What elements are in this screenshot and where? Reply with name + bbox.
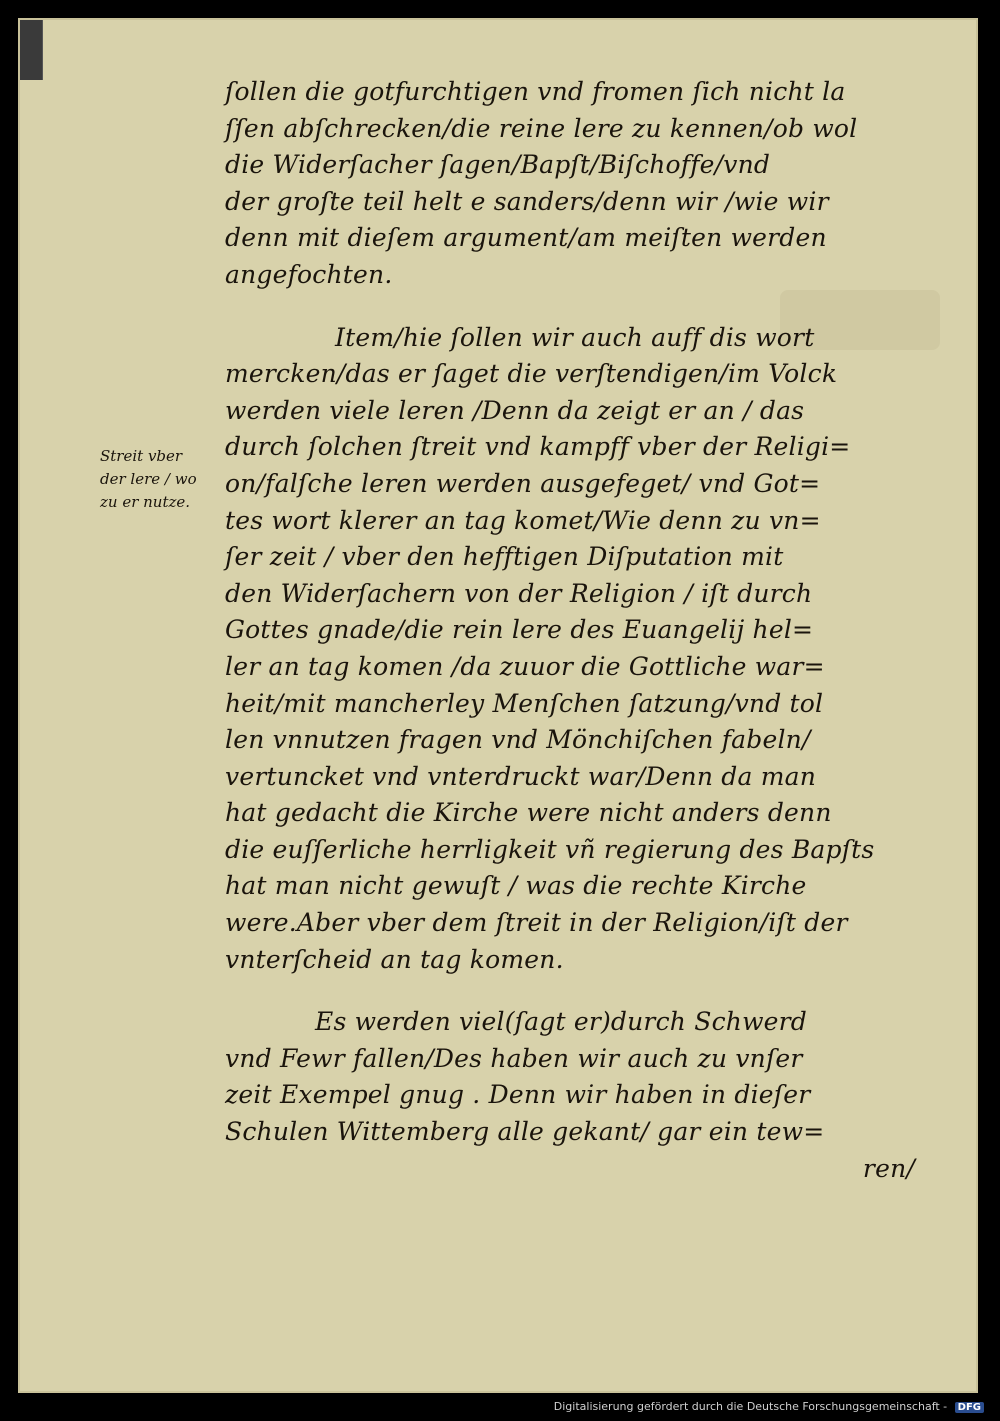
text-line: ſſen abſchrecken/die reine lere zu kennen/ob wol: [225, 113, 858, 143]
page-tab-marker: [20, 20, 43, 80]
credit-text: Digitalisierung gefördert durch die Deutsche Forschungsgemeinschaft -: [553, 1400, 948, 1413]
text-line: Schulen Wittemberg alle gekant/ gar ein tew=: [225, 1117, 825, 1147]
text-line: on/falſche leren werden ausgefeget/ vnd Got=: [225, 468, 821, 498]
text-line: die euſſerliche herrligkeit vñ regierung des Bapſts: [225, 834, 875, 864]
text-line: vnterſcheid an tag komen.: [225, 944, 564, 974]
text-line: die Widerſacher ſagen/Bapſt/Biſchoffe/vnd: [225, 150, 771, 180]
catchword: ren/: [862, 1153, 915, 1183]
marginal-line: Streit vber: [100, 447, 183, 465]
paragraph-2: [225, 320, 915, 979]
text-line: der groſte teil helt e sanders/denn wir /wie wir: [225, 186, 829, 216]
text-line: Es werden viel(ſagt er)durch Schwerd: [315, 1007, 808, 1037]
text-line: den Widerſachern von der Religion / iſt durch: [225, 578, 813, 608]
text-line: len vnnutzen fragen vnd Mönchiſchen fabeln/: [225, 725, 811, 755]
digitization-credit: [554, 1400, 984, 1413]
text-line: vnd Fewr fallen/Des haben wir auch zu vnſer: [225, 1043, 803, 1073]
text-line: ler an tag komen /da zuuor die Gottliche war=: [225, 651, 825, 681]
text-line: zeit Exempel gnug . Denn wir haben in dieſer: [225, 1080, 811, 1110]
paragraph-1: [225, 74, 915, 294]
marginal-line: der lere / wo: [100, 470, 197, 488]
text-line: denn mit dieſem argument/am meiſten werden: [225, 223, 827, 253]
text-line: heit/mit mancherley Menſchen ſatzung/vnd tol: [225, 688, 824, 718]
text-line: durch ſolchen ſtreit vnd kampff vber der Religi=: [225, 432, 851, 462]
text-line: werden viele leren /Denn da zeigt er an / das: [225, 395, 805, 425]
text-line: mercken/das er ſaget die verſtendigen/im Volck: [225, 359, 838, 389]
text-line: Item/hie ſollen wir auch auff dis wort: [335, 322, 815, 352]
text-line: were.Aber vber dem ſtreit in der Religion/iſt der: [225, 908, 848, 938]
text-line: hat gedacht die Kirche were nicht anders denn: [225, 798, 832, 828]
text-line: vertuncket vnd vnterdruckt war/Denn da man: [225, 761, 817, 791]
text-line: ſollen die gotfurchtigen vnd fromen ſich nicht la: [225, 77, 846, 106]
text-line: angefochten.: [225, 259, 393, 289]
marginal-line: zu er nutze.: [100, 493, 191, 511]
text-line: Gottes gnade/die rein lere des Euangelij hel=: [225, 615, 814, 645]
paragraph-3: [225, 1004, 915, 1187]
main-text: [225, 74, 915, 1187]
text-line: ſer zeit / vber den hefftigen Diſputation mit: [225, 542, 784, 572]
dfg-logo: DFG: [955, 1402, 984, 1413]
text-line: hat man nicht gewuſt / was die rechte Kirche: [225, 871, 807, 901]
text-line: tes wort klerer an tag komet/Wie denn zu vn=: [225, 505, 821, 535]
